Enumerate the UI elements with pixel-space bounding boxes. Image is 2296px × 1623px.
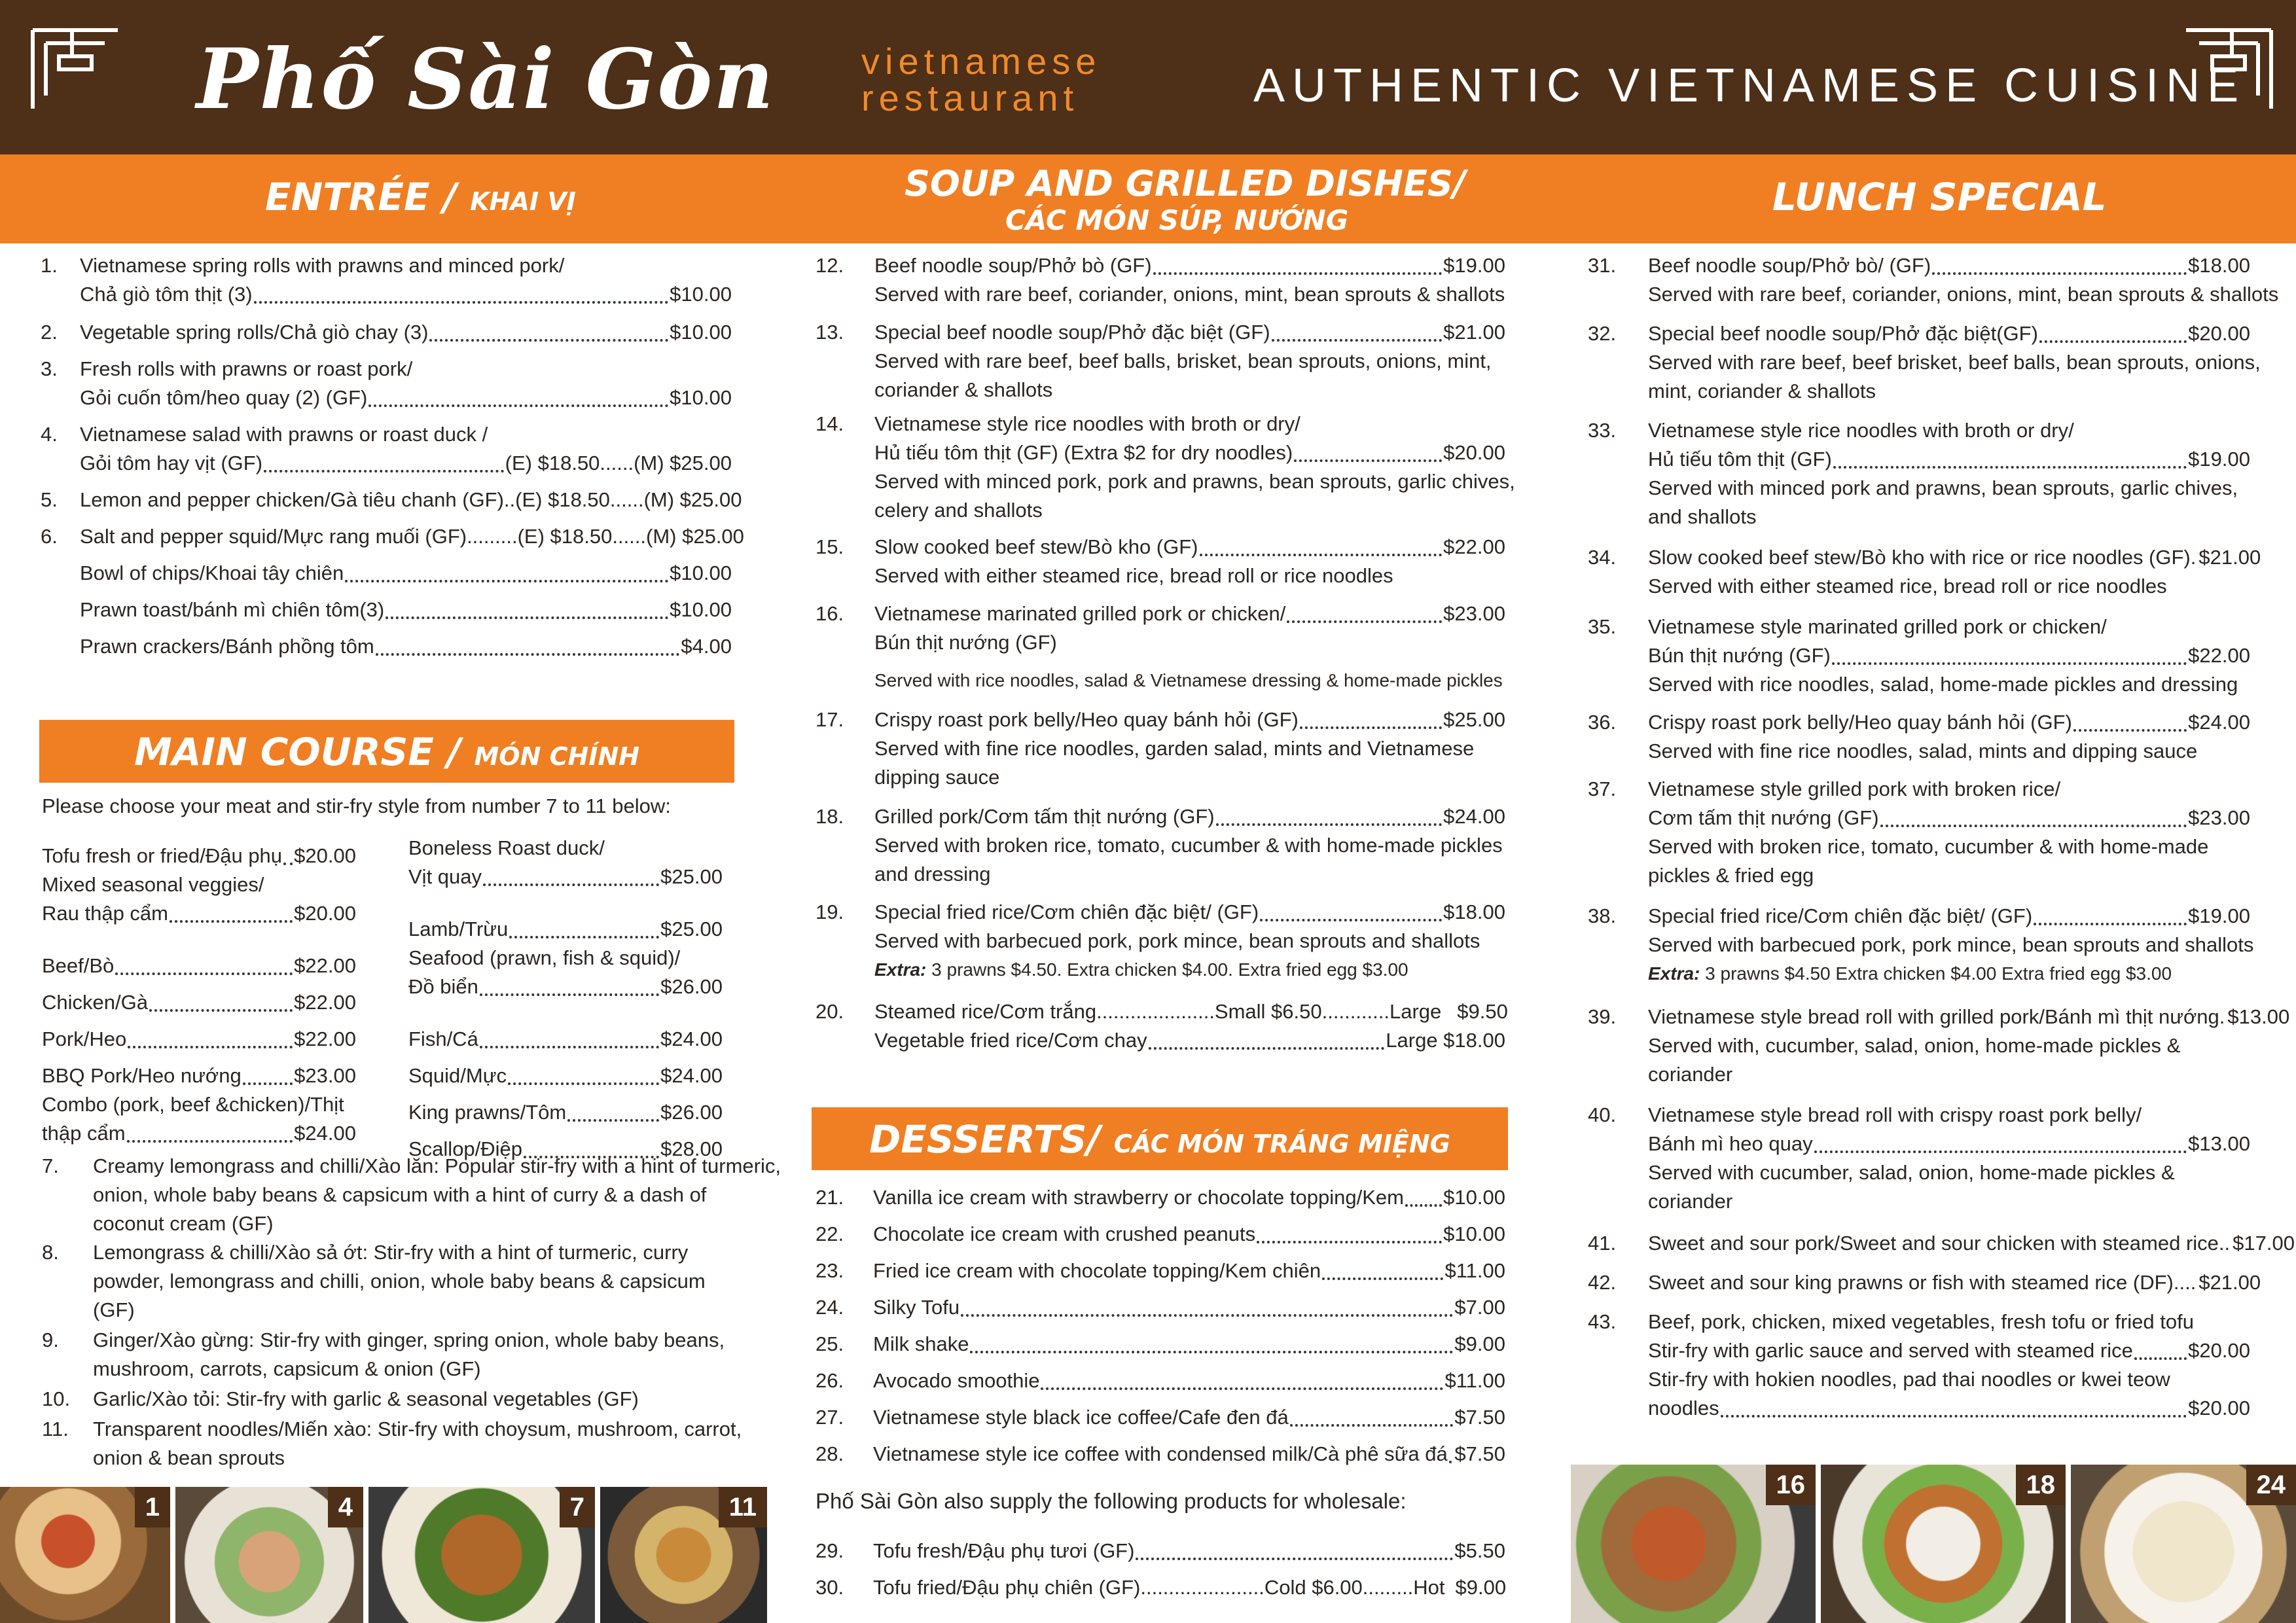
ornament-icon [2179, 24, 2278, 115]
list-item: 26. Avocado smoothie $11.00 [816, 1369, 1505, 1392]
dish-photo [2071, 1465, 2296, 1623]
list-item: 6. Salt and pepper squid/Mực rang muối (GF).........(E) $18.50......(M) $25.00 [41, 525, 744, 548]
list-item: 36. Crispy roast pork belly/Heo quay bánh hỏi (GF) $24.00 Served with fine rice noodles, salad, mints and dipping sauce [1588, 711, 2250, 762]
list-item: 35. Vietnamese style marinated grilled pork or chicken/ Bún thịt nướng (GF) $22.00 Served with rice noodles, salad, home-made pickles and dressing [1588, 615, 2250, 696]
list-item: 30. Tofu fried/Đậu phụ chiên (GF)......................Cold $6.00.........Hot $9.00 [816, 1576, 1507, 1599]
list-item: 41. Sweet and sour pork/Sweet and sour chicken with steamed rice.. $17.00 [1588, 1232, 2295, 1255]
list-item: BBQ Pork/Heo nướng $23.00 [42, 1064, 356, 1087]
soup-list [816, 251, 1515, 1058]
list-item: 32. Special beef noodle soup/Phở đặc biệt(GF) $20.00 Served with rare beef, beef brisket, beef balls, bean sprouts, onions, mint, coriander & shallots [1588, 322, 2261, 402]
soup-heading: SOUP AND GRILLED DISHES/ [905, 163, 1466, 204]
list-item: 8. Lemongrass & chilli/Xào sả ớt: Stir-fry with a hint of turmeric, curry powder, lemongrass and chilli, onion, whole baby beans & capsicum (GF) [42, 1241, 706, 1321]
dish-photo [175, 1487, 363, 1623]
list-item: 22. Chocolate ice cream with crushed peanuts $10.00 [816, 1222, 1505, 1245]
desserts-bar [812, 1107, 1508, 1170]
list-item: Chicken/Gà $22.00 [42, 991, 356, 1014]
list-item: Pork/Heo $22.00 [42, 1027, 356, 1050]
list-item: Fish/Cá $24.00 [408, 1027, 723, 1050]
list-item: 14. Vietnamese style rice noodles with broth or dry/ Hủ tiếu tôm thịt (GF) (Extra $2 for dry noodles) $20.00 Served with minced pork, pork and prawns, bean sprouts, garlic chives, celery and shallots [816, 412, 1515, 522]
list-item: Prawn toast/bánh mì chiên tôm(3) $10.00 [80, 598, 732, 621]
list-item: Combo (pork, beef &chicken)/Thịt thập cẩm $24.00 [42, 1093, 356, 1145]
list-item: 27. Vietnamese style black ice coffee/Cafe đen đá $7.50 [816, 1406, 1505, 1429]
main-course-bar [39, 720, 734, 783]
section-header-bar [0, 154, 2296, 243]
list-item: 43. Beef, pork, chicken, mixed vegetables, fresh tofu or fried tofu Stir-fry with garlic sauce and served with steamed rice $20.00 Stir-fry with hokien noodles, pad thai noodles or kwei teow noodles $20.00 [1588, 1310, 2250, 1419]
list-item: 34. Slow cooked beef stew/Bò kho with rice or rice noodles (GF). $21.00 Served with either steamed rice, bread roll or rice noodles [1588, 546, 2261, 597]
dish-photo [1821, 1465, 2066, 1623]
dish-photo [1571, 1465, 1816, 1623]
main-intro: Please choose your meat and stir-fry style from number 7 to 11 below: [42, 794, 671, 817]
list-item: 40. Vietnamese style bread roll with crispy roast pork belly/ Bánh mì heo quay $13.00 Served with cucumber, salad, onion, home-made pickles & coriander [1588, 1103, 2250, 1213]
extra-note: Extra: 3 prawns $4.50 Extra chicken $4.00 Extra fried egg $3.00 [1648, 963, 2172, 984]
entree-list [41, 251, 744, 669]
stir-fry-styles [42, 1152, 781, 1474]
list-item: 5. Lemon and pepper chicken/Gà tiêu chanh (GF)..(E) $18.50......(M) $25.00 [41, 488, 742, 511]
list-item: 1. Vietnamese spring rolls with prawns and minced pork/ Chả giò tôm thịt (3) $10.00 [41, 254, 732, 306]
meat-list-right [408, 834, 723, 1164]
list-item: 42. Sweet and sour king prawns or fish with steamed rice (DF).... $21.00 [1588, 1271, 2261, 1294]
wholesale-intro: Phố Sài Gòn also supply the following products for wholesale: [816, 1489, 1407, 1513]
list-item: 2. Vegetable spring rolls/Chả giò chay (3) $10.00 [41, 321, 732, 344]
list-item: 23. Fried ice cream with chocolate topping/Kem chiên $11.00 [816, 1259, 1505, 1282]
list-item: 13. Special beef noodle soup/Phở đặc biệt (GF) $21.00 Served with rare beef, beef balls, brisket, bean sprouts, onions, mint, coriander & shallots [816, 321, 1505, 401]
list-item: 19. Special fried rice/Cơm chiên đặc biệt/ (GF) $18.00 Served with barbecued pork, pork mince, bean sprouts and shallots Extra: 3 prawns $4.50. Extra chicken $4.00. Extra fried egg $3.00 [816, 898, 1505, 997]
dish-photo [368, 1487, 595, 1623]
list-item: Bowl of chips/Khoai tây chiên $10.00 [80, 562, 732, 584]
list-item: 18. Grilled pork/Cơm tấm thịt nướng (GF) $24.00 Served with broken rice, tomato, cucumber & with home-made pickles and dressing [816, 805, 1505, 885]
soup-subheading: CÁC MÓN SÚP, NƯỚNG [1005, 204, 1349, 236]
list-item: Tofu fresh or fried/Đậu phụ $20.00 [42, 844, 356, 867]
list-item: Lamb/Trừu $25.00 [408, 918, 723, 940]
list-item: 31. Beef noodle soup/Phở bò/ (GF) $18.00 Served with rare beef, coriander, onions, mint, bean sprouts & shallots [1588, 254, 2279, 306]
dish-photo [0, 1487, 170, 1623]
desserts-heading: DESSERTS/ CÁC MÓN TRÁNG MIỆNG [869, 1117, 1450, 1162]
list-item: 15. Slow cooked beef stew/Bò kho (GF) $22.00 Served with either steamed rice, bread roll or rice noodles [816, 535, 1505, 587]
photo-number-badge: 11 [719, 1487, 767, 1527]
list-item: 7. Creamy lemongrass and chilli/Xào lăn: Popular stir-fry with a hint of turmeric, onion, whole baby beans & capsicum with a hint of curry & a dash of coconut cream (GF) [42, 1154, 781, 1235]
list-item: Boneless Roast duck/ Vịt quay $25.00 [408, 836, 723, 888]
list-item: Beef/Bò $22.00 [42, 954, 356, 977]
photo-number-badge: 18 [2016, 1465, 2066, 1505]
list-item: 37. Vietnamese style grilled pork with broken rice/ Cơm tấm thịt nướng (GF) $23.00 Served with broken rice, tomato, cucumber & with home-made pickles & fried egg [1588, 777, 2250, 887]
list-item: 25. Milk shake $9.00 [816, 1332, 1505, 1355]
list-item: 33. Vietnamese style rice noodles with broth or dry/ Hủ tiếu tôm thịt (GF) $19.00 Served with minced pork and prawns, bean sprouts, garlic chives, and shallots [1588, 419, 2250, 528]
list-item: King prawns/Tôm $26.00 [408, 1101, 723, 1124]
list-item: 24. Silky Tofu $7.00 [816, 1296, 1505, 1319]
photo-number-badge: 16 [1766, 1465, 1816, 1505]
list-item: 20. Steamed rice/Cơm trắng.....................Small $6.50............Large $9.50 Vegetable fried rice/Cơm chay Large $18.00 [816, 1000, 1508, 1052]
tagline: AUTHENTIC VIETNAMESE CUISINE [1253, 60, 2246, 112]
extra-note: Extra: 3 prawns $4.50. Extra chicken $4.00. Extra fried egg $3.00 [874, 959, 1408, 980]
lunch-list [1588, 251, 2295, 1425]
list-item: Mixed seasonal veggies/ Rau thập cẩm $20.00 [42, 873, 356, 925]
list-item: 39. Vietnamese style bread roll with grilled pork/Bánh mì thịt nướng. $13.00 Served with, cucumber, salad, onion, home-made pickles & coriander [1588, 1005, 2290, 1086]
photo-number-badge: 24 [2246, 1465, 2296, 1505]
logo-subtitle: vietnamese restaurant [861, 41, 1102, 118]
list-item: 17. Crispy roast pork belly/Heo quay bánh hỏi (GF) $25.00 Served with fine rice noodles, garden salad, mints and Vietnamese dipping sauce [816, 708, 1505, 789]
photo-number-badge: 7 [560, 1487, 595, 1527]
meat-list-left [42, 834, 356, 1164]
photo-number-badge: 1 [135, 1487, 170, 1527]
list-item: Scallop/Điệp $28.00 [408, 1137, 723, 1160]
list-item: 16. Vietnamese marinated grilled pork or chicken/ $23.00 Bún thịt nướng (GF) Served with rice noodles, salad & Vietnamese dressing & home-made pickles [816, 602, 1505, 690]
ornament-icon [26, 24, 124, 115]
list-item: 38. Special fried rice/Cơm chiên đặc biệt/ (GF) $19.00 Served with barbecued pork, pork mince, bean sprouts and shallots Extra: 3 prawns $4.50 Extra chicken $4.00 Extra fried egg $3.00 [1588, 902, 2250, 1003]
entree-heading: ENTRÉE / KHAI VỊ [265, 175, 576, 219]
main-course-heading: MAIN COURSE / MÓN CHÍNH [134, 730, 640, 774]
list-item: 4. Vietnamese salad with prawns or roast duck / Gỏi tôm hay vịt (GF) (E) $18.50......(M) $25.00 [41, 423, 732, 474]
logo: Phố Sài Gòn [196, 31, 775, 128]
lunch-heading: LUNCH SPECIAL [1772, 175, 2107, 219]
list-item: Squid/Mực $24.00 [408, 1064, 723, 1087]
dish-photo [600, 1487, 767, 1623]
list-item: 28. Vietnamese style ice coffee with condensed milk/Cà phê sữa đá $7.50 [816, 1442, 1505, 1465]
list-item: Prawn crackers/Bánh phồng tôm $4.00 [80, 635, 732, 658]
list-item: 11. Transparent noodles/Miến xào: Stir-fry with choysum, mushroom, carrot, onion & bean sprouts [42, 1418, 742, 1469]
list-item: 12. Beef noodle soup/Phở bò (GF) $19.00 Served with rare beef, coriander, onions, mint, bean sprouts & shallots [816, 254, 1505, 306]
list-item: 10. Garlic/Xào tỏi: Stir-fry with garlic & seasonal vegetables (GF) [42, 1387, 639, 1410]
dessert-list [816, 1175, 1505, 1602]
list-item: 3. Fresh rolls with prawns or roast pork/ Gỏi cuốn tôm/heo quay (2) (GF) $10.00 [41, 357, 732, 409]
list-item: Seafood (prawn, fish & squid)/ Đồ biển $26.00 [408, 946, 723, 998]
list-item: 9. Ginger/Xào gừng: Stir-fry with ginger, spring onion, whole baby beans, mushroom, carrots, capsicum & onion (GF) [42, 1329, 725, 1380]
list-item: 21. Vanilla ice cream with strawberry or chocolate topping/Kem $10.00 [816, 1186, 1505, 1209]
main-course-section [42, 792, 736, 829]
header-banner [0, 0, 2296, 154]
list-item: 29. Tofu fresh/Đậu phụ tươi (GF) $5.50 [816, 1539, 1505, 1562]
photo-number-badge: 4 [328, 1487, 363, 1527]
